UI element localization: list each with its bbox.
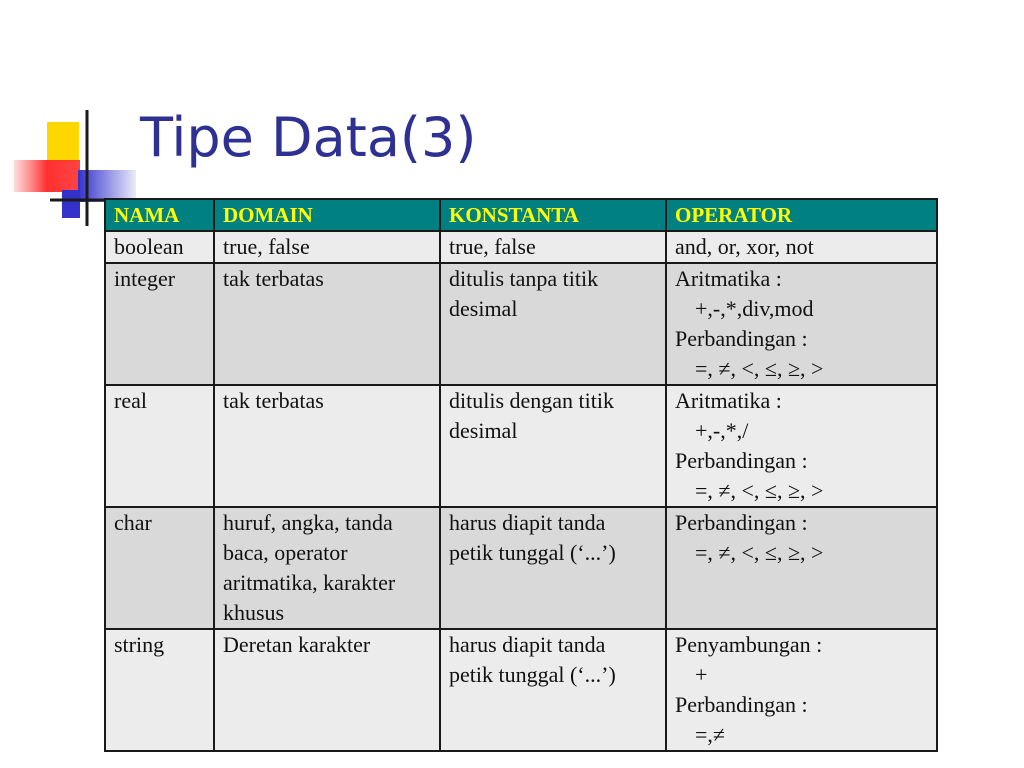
- cell-konstanta: [440, 629, 666, 751]
- cell-operator-line: Perbandingan :: [675, 692, 808, 717]
- header-operator: OPERATOR: [666, 199, 937, 231]
- cell-operator-line: Aritmatika :: [675, 266, 782, 291]
- cell-operator: [666, 263, 937, 385]
- cell-domain-line: Deretan karakter: [223, 632, 371, 657]
- cell-operator-line: and, or, xor, not: [675, 234, 814, 259]
- table-header-row: [105, 199, 937, 231]
- table-row: [105, 231, 937, 263]
- cell-operator-line: Perbandingan :: [675, 326, 808, 351]
- table-row: [105, 385, 937, 507]
- cell-operator: [666, 629, 937, 751]
- cell-nama: [105, 231, 214, 263]
- cell-domain-line: tak terbatas: [223, 388, 324, 413]
- header-nama: NAMA: [105, 199, 214, 231]
- cell-nama-text: string: [114, 632, 165, 657]
- cell-nama: [105, 263, 214, 385]
- cell-operator: [666, 231, 937, 263]
- cell-operator-line: Aritmatika :: [675, 388, 782, 413]
- table-row: [105, 507, 937, 629]
- red-bar: [14, 160, 80, 192]
- data-type-table: [104, 198, 938, 752]
- cell-nama: [105, 507, 214, 629]
- cell-konstanta-line: ditulis tanpa titik: [449, 266, 599, 291]
- cell-domain: [214, 629, 440, 751]
- cell-operator-line: =,≠: [695, 722, 725, 747]
- cell-domain-line: aritmatika, karakter: [223, 570, 396, 595]
- cell-operator-line: +,-,*,div,mod: [695, 296, 814, 321]
- cell-operator: [666, 507, 937, 629]
- cell-operator-line: Perbandingan :: [675, 448, 808, 473]
- cell-nama-text: integer: [114, 266, 176, 291]
- cell-operator-line: +: [695, 662, 708, 687]
- cell-operator-line: =, ≠, <, ≤, ≥, >: [695, 540, 824, 565]
- cell-domain-line: true, false: [223, 234, 310, 259]
- slide-title: Tipe Data(3): [140, 106, 477, 169]
- cell-domain: [214, 231, 440, 263]
- cell-operator-line: =, ≠, <, ≤, ≥, >: [695, 478, 824, 503]
- cell-operator: [666, 385, 937, 507]
- cell-domain-line: khusus: [223, 600, 285, 625]
- cell-domain: [214, 263, 440, 385]
- cell-nama-text: real: [114, 388, 147, 413]
- cell-domain-line: baca, operator: [223, 540, 348, 565]
- cell-konstanta-line: desimal: [449, 296, 518, 321]
- cell-konstanta: [440, 231, 666, 263]
- yellow-square: [47, 122, 79, 162]
- cell-domain-line: huruf, angka, tanda: [223, 510, 393, 535]
- blue-block: [62, 190, 80, 218]
- cell-domain: [214, 385, 440, 507]
- cell-nama: [105, 629, 214, 751]
- cell-domain: [214, 507, 440, 629]
- cell-konstanta-line: desimal: [449, 418, 518, 443]
- cell-konstanta-line: harus diapit tanda: [449, 632, 606, 657]
- cell-domain-line: tak terbatas: [223, 266, 324, 291]
- cell-konstanta-line: petik tunggal (‘...’): [449, 540, 616, 565]
- cell-nama-text: boolean: [114, 234, 184, 259]
- table-row: [105, 629, 937, 751]
- cell-operator-line: +,-,*,/: [695, 418, 749, 443]
- cell-operator-line: =, ≠, <, ≤, ≥, >: [695, 356, 824, 381]
- header-domain: DOMAIN: [214, 199, 440, 231]
- table-row: [105, 263, 937, 385]
- cell-operator-line: Perbandingan :: [675, 510, 808, 535]
- cell-konstanta-line: harus diapit tanda: [449, 510, 606, 535]
- header-konstanta: KONSTANTA: [440, 199, 666, 231]
- cell-konstanta-line: true, false: [449, 234, 536, 259]
- cell-nama-text: char: [114, 510, 152, 535]
- cell-konstanta: [440, 263, 666, 385]
- cell-konstanta-line: petik tunggal (‘...’): [449, 662, 616, 687]
- cell-nama: [105, 385, 214, 507]
- cell-konstanta-line: ditulis dengan titik: [449, 388, 614, 413]
- cell-konstanta: [440, 507, 666, 629]
- cell-operator-line: Penyambungan :: [675, 632, 823, 657]
- table-body: [105, 231, 937, 751]
- cell-konstanta: [440, 385, 666, 507]
